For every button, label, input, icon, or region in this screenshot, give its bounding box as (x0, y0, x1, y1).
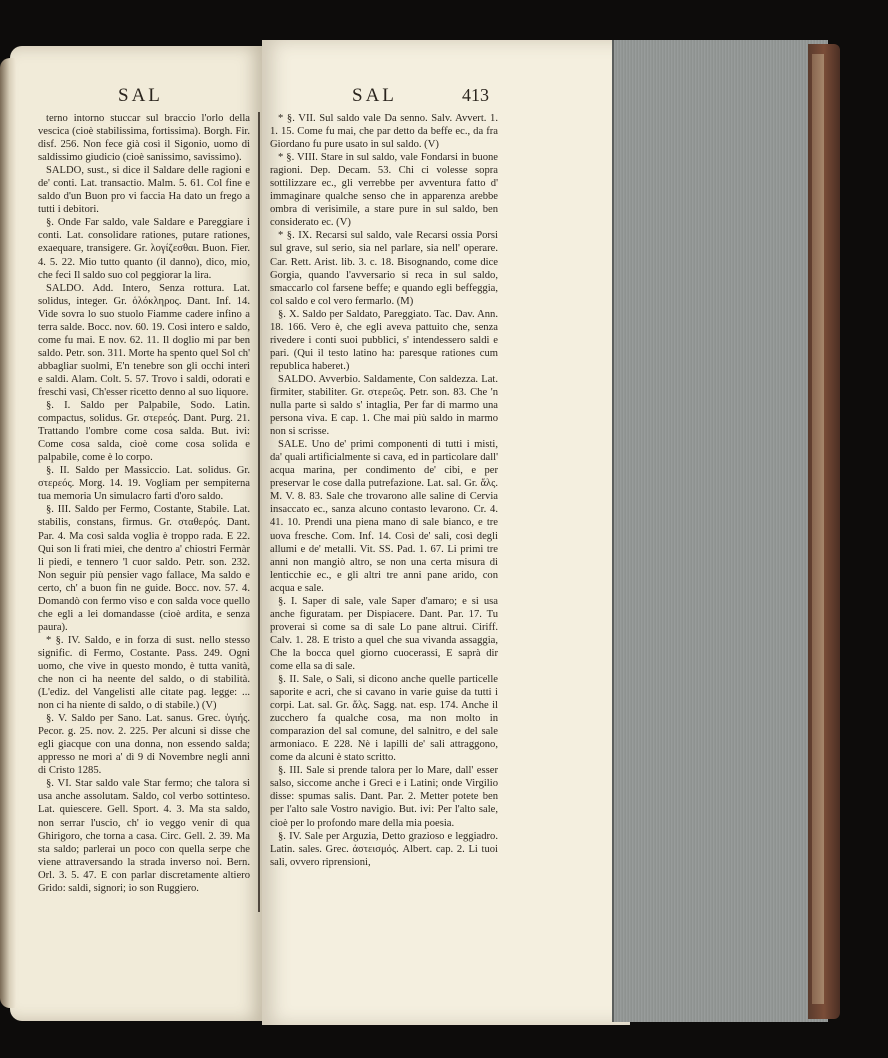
book-cover (808, 44, 840, 1019)
dictionary-entry: §. III. Saldo per Fermo, Costante, Stabile. Lat. stabilis, constans, firmus. Gr. σταθερός. Dant. Par. 4. Ma così salda voglia è troppo rada. E 22. Qui son li frati miei, che dentro a' chiostri Fermàr li piedi, e tennero 'l cuor saldo. Petr. son. 232. Non seguir più pensier vago fallace, Ma saldo e certo, ch' a buon fin ne guide. Bocc. nov. 57. 4. Domandò con fermo viso e con salda voce quello che egli a lei domandasse (cioè ardita, e senza paura). (38, 504, 250, 633)
dictionary-entry: §. II. Saldo per Massiccio. Lat. solidus. Gr. στερεός. Morg. 14. 19. Vogliam per sempiterna tua memoria Un simulacro farti d'oro saldo. (38, 465, 250, 503)
dictionary-entry: * §. VIII. Stare in sul saldo, vale Fondarsi in buone ragioni. Dep. Decam. 53. Chi ci volesse sopra sottilizzare ec., gli verrebbe per avventura fatto d' immaginare qualche senso che in apparenza arebbe ombra di verisimile, a stare pure in sul saldo, ben considerato ec. (V) (270, 152, 498, 229)
dictionary-entry: §. Onde Far saldo, vale Saldare e Pareggiare i conti. Lat. consolidare rationes, putare rationes, exaequare, transigere. Gr. λογίζεσθαι. Buon. Fier. 4. 5. 22. Mio tutto quanto (il danno), dico, mio, che feci Il saldo suo col peggiorar la lira. (38, 217, 250, 281)
page-block-edge (612, 40, 828, 1022)
dictionary-entry: SALDO. Add. Intero, Senza rottura. Lat. solidus, integer. Gr. ὁλόκληρος. Dant. Inf. 14. Vide sovra lo suo stuolo Fiamme cadere infino a terra salde. Bocc. nov. 60. 19. Così intero e saldo, come fu mai. E nov. 62. 11. Il doglio mi par ben saldo. Petr. son. 311. Morte ha spento quel Sol ch' abbagliar suolmi, E'n tenebre son gli occhi interi e saldi. Alam. Colt. 5. 57. Trovo i saldi, odorati e freschi vasi, Ch'esser ricetto denno al suo liquore. (38, 282, 250, 398)
page-number: 413 (462, 85, 489, 105)
dictionary-entry: * §. IX. Recarsi sul saldo, vale Recarsi ossia Porsi sul grave, sul serio, sia nel parlare, sia nell' operare. Car. Rett. Arist. lib. 3. c. 18. Bisognando, come dice Gorgia, quando l'avversario si reca in sul saldo, smaccarlo col farsene beffe; e quando egli beffeggia, col saldo e col vero fermarlo. (M) (270, 230, 498, 307)
dictionary-entry: * §. IV. Saldo, e in forza di sust. nello stesso signific. di Fermo, Costante. Pass. 249. Ogni uomo, che vive in questo mondo, è tutta vanità, che non ci ha neente del saldo, o di stabilità. (L'ediz. del Vangelisti alle citate pag. legge: ... non ci ha niente di saldo, o di stabile.) (V) (38, 634, 250, 712)
dictionary-entry: SALDO. Avverbio. Saldamente, Con saldezza. Lat. firmiter, stabiliter. Gr. στερεῶς. Petr. son. 83. Che 'n nulla parte sì saldo s' intaglia, Per far di marmo una persona viva. E cap. 1. Che mai più saldo in marmo non si scrisse. (270, 373, 498, 438)
dictionary-entry: §. II. Sale, o Sali, si dicono anche quelle particelle saporite e acri, che si cavano in varie guise da tutti i corpi. Lat. sal. Gr. ἅλς. Sagg. nat. esp. 174. Anche il zucchero fa qualche cosa, ma non molto in comparazion del sal comune, del salnitro, e del sale armoniaco. E 228. Nè i lapilli de' sali attraggono, come da alcuni è stato scritto. (270, 674, 498, 764)
dictionary-entry: §. X. Saldo per Saldato, Pareggiato. Tac. Dav. Ann. 18. 166. Vero è, che egli aveva pattuito che, senza rivedere i conti suoi pubblici, s' intendessero saldi e pari. (Qui il testo latino ha: paresque rationes cum republica haberet.) (270, 308, 498, 372)
dictionary-entry: SALE. Uno de' primi componenti di tutti i misti, da' quali artificialmente si cava, ed in particolare dall' acqua marina, per condimento de' cibi, e per preservar le cose dalla putrefazione. Lat. sal. Gr. ἅλς. M. V. 8. 83. Sale che trovarono alle saline di Cervia insaccato ec., sanza alcuno contasto levarono. Cr. 4. 41. 10. Prendi una piena mano di sale bianco, e tre uova fresche. Com. Inf. 14. Così de' sali, così degli allumi e de' metalli. Vit. SS. Pad. 1. 67. Li primi tre anni non mangiò altro, se non una certa misura di lenticchie ec., e gli altri tre anni pane arido, con acqua e sale. (270, 439, 498, 594)
right-running-header: SAL (352, 85, 397, 106)
dictionary-entry: §. V. Saldo per Sano. Lat. sanus. Grec. ὑγιής. Pecor. g. 25. nov. 2. 225. Per alcuni si disse che egli giacque con una donna, non essendo salda; appresso ne morì a' dì 9 di Novembre negli anni di Cristo 1285. (38, 713, 250, 777)
left-running-header: SAL (118, 85, 163, 106)
right-text-column (270, 112, 498, 917)
dictionary-entry: * §. VII. Sul saldo vale Da senno. Salv. Avvert. 1. 1. 15. Come fu mai, che par detto da beffe ec., da fra Giordano fu pure usato in sul saldo. (V) (270, 113, 498, 151)
column-divider (258, 112, 260, 912)
left-text-column (38, 112, 250, 912)
dictionary-entry: §. I. Saper di sale, vale Saper d'amaro; e si usa anche figuratam. per Dispiacere. Dant. Par. 17. Tu proverai sì come sa di sale Lo pane altrui. Ciriff. Calv. 1. 28. E tristo a quel che sua vivanda assaggia, Che la bocca quel giorno cuocerassi, E saprà dir come ella sa di sale. (270, 595, 498, 672)
dictionary-entry: §. I. Saldo per Palpabile, Sodo. Latin. compactus, solidus. Gr. στερεός. Dant. Purg. 21. Trattando l'ombre come cosa salda. But. ivi: Come cosa salda, cioè come cosa solida e palpabile, come è lo corpo. (38, 400, 250, 464)
dictionary-entry: §. III. Sale si prende talora per lo Mare, dall' esser salso, siccome anche i Greci e i Latini; onde Virgilio disse: spumas salis. Dant. Par. 2. Metter potete ben per l'alto sale Vostro navigio. But. ivi: Per l'alto sale, cioè per lo profondo mare della mia poesia. (270, 765, 498, 829)
dictionary-entry: terno intorno stuccar sul braccio l'orlo della vescica (cioè stabilissima, fortissima). Borgh. Fir. disf. 256. Non fece già così il Sigonio, uomo di saldissimo giudicio (cioè sanissimo, savissimo). (38, 113, 250, 164)
dictionary-entry: SALDO, sust., si dice il Saldare delle ragioni e de' conti. Lat. transactio. Malm. 5. 61. Col fine e saldo d'un Buon pro vi faccia Ha dato un frego a tutti i debitori. (38, 165, 250, 216)
left-page-edge (0, 58, 16, 1008)
dictionary-entry: §. IV. Sale per Arguzia, Detto grazioso e leggiadro. Latin. sales. Grec. ἀστεισμός. Albert. cap. 2. Li tuoi sali, ovvero riprensioni, (270, 830, 498, 868)
dictionary-entry: §. VI. Star saldo vale Star fermo; che talora si usa anche assolutam. Saldo, col verbo sottinteso. Lat. quiescere. Gell. Sport. 4. 3. Ma sta saldo, non serrar l'uscio, ch' io veggo venir di qua Ghirigoro, che torna a casa. Circ. Gell. 2. 39. Ma sta saldo; parlerai un poco con quella serpe che viene attraversando la strada inverso noi. Bern. Orl. 3. 5. 47. E con parlar discretamente altiero Grido: saldi, signori; io son Ruggiero. (38, 778, 250, 894)
